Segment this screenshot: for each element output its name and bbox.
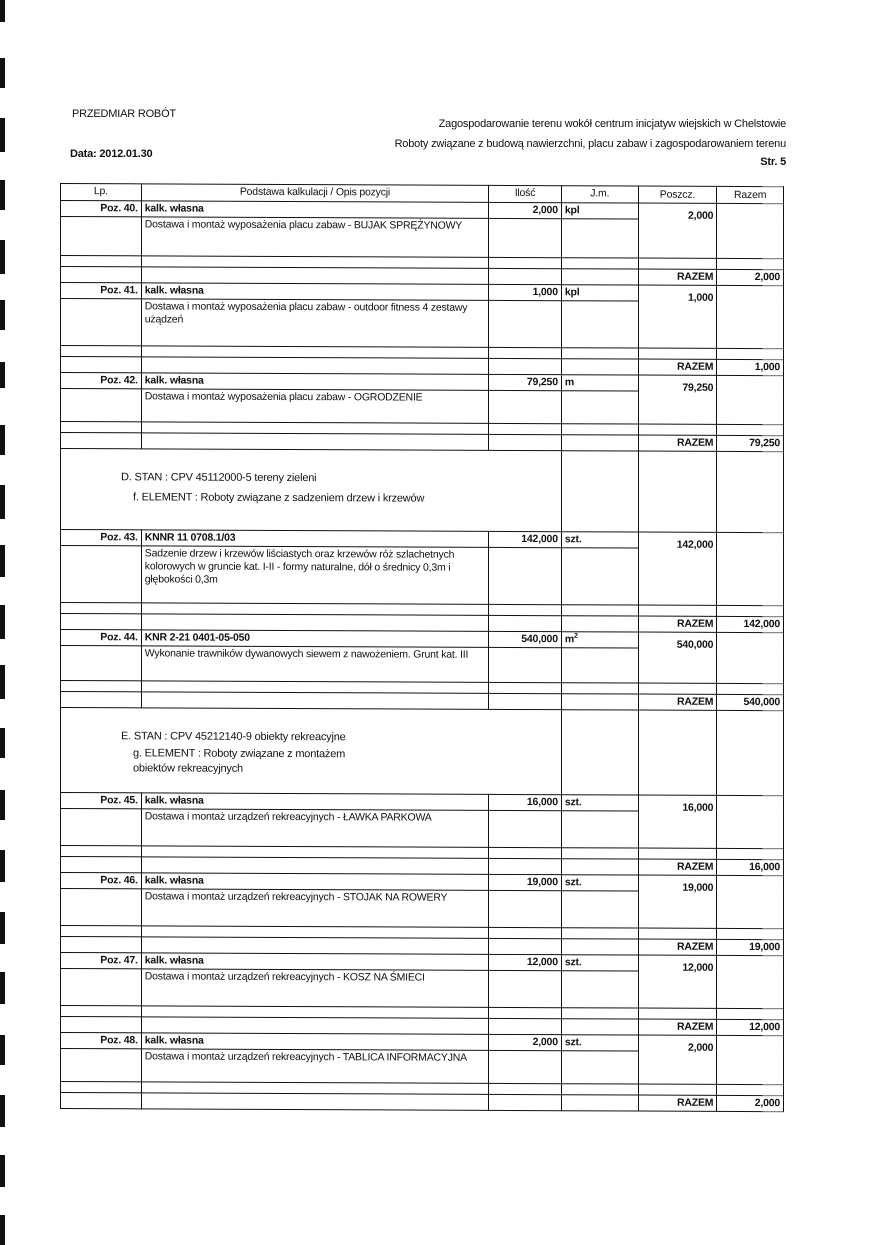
scan-mark <box>0 180 5 210</box>
empty-cell <box>489 890 562 927</box>
quantity: 79,250 <box>489 374 562 390</box>
empty-cell <box>61 217 142 256</box>
calculation-basis: KNR 2-21 0401-05-050 <box>141 630 488 648</box>
column-header-poszcz: Poszcz. <box>638 186 717 203</box>
razem-value: 12,000 <box>717 1019 784 1035</box>
page-number: Str. 5 <box>760 156 786 168</box>
empty-cell <box>561 391 638 424</box>
column-header-unit: J.m. <box>561 186 638 203</box>
calculation-basis: kalk. własna <box>141 373 488 391</box>
unit: szt. <box>561 955 638 971</box>
section-element: f. ELEMENT : Roboty związane z sadzeniem drzew i krzewów <box>133 491 425 505</box>
empty-cell <box>561 710 638 795</box>
column-header-lp: Lp. <box>61 184 142 201</box>
section-heading <box>61 449 562 532</box>
poszcz-value: 2,000 <box>638 1035 717 1084</box>
empty-cell <box>561 451 638 532</box>
empty-cell <box>61 809 142 846</box>
position-number: Poz. 44. <box>61 630 142 646</box>
quantity: 16,000 <box>489 794 562 810</box>
razem-value: 540,000 <box>717 694 784 710</box>
item-description: Sadzenie drzew i krzewów liściastych oraz krzewów róż szlachetnych kolorowych w gruncie kat. I-II - formy naturalne, dół o średnicy 0,3m i głębokości 0,3m <box>141 546 488 605</box>
section-heading <box>61 708 562 795</box>
scan-mark <box>0 665 5 699</box>
empty-cell <box>61 1049 142 1082</box>
scan-mark <box>0 485 5 519</box>
section-row <box>61 708 784 796</box>
item-description: Dostawa i montaż wyposażenia placu zabaw - BUJAK SPRĘŻYNOWY <box>141 217 488 258</box>
quantity: 2,000 <box>489 202 562 218</box>
razem-value: 1,000 <box>717 359 784 375</box>
razem-empty <box>717 532 784 605</box>
empty-cell <box>489 390 562 423</box>
razem-value: 79,250 <box>717 435 784 451</box>
empty-cell <box>561 971 638 1008</box>
empty-cell <box>489 547 562 604</box>
position-number: Poz. 42. <box>61 373 142 389</box>
scan-mark <box>0 1035 5 1065</box>
razem-label: RAZEM <box>638 1019 717 1035</box>
razem-value: 142,000 <box>717 616 784 632</box>
unit: kpl <box>561 203 638 219</box>
calculation-basis: kalk. własna <box>141 1033 488 1051</box>
razem-value: 2,000 <box>717 269 784 285</box>
scan-mark <box>0 300 5 330</box>
razem-empty <box>717 203 784 258</box>
empty-cell <box>638 710 717 795</box>
unit: szt. <box>561 532 638 548</box>
column-header-razem: Razem <box>717 186 784 203</box>
document-date: Data: 2012.01.30 <box>70 148 153 160</box>
section-row <box>61 449 784 533</box>
item-description: Dostawa i montaż urządzeń rekreacyjnych - TABLICA INFORMACYJNA <box>141 1049 488 1084</box>
poszcz-value: 1,000 <box>638 285 717 348</box>
position-number: Poz. 46. <box>61 873 142 889</box>
cost-estimate-table <box>60 183 784 1112</box>
poszcz-value: 142,000 <box>638 532 717 605</box>
scan-mark <box>0 1155 5 1187</box>
document-title: PRZEDMIAR ROBÓT <box>72 108 176 120</box>
column-header-description: Podstawa kalkulacji / Opis pozycji <box>141 184 488 203</box>
empty-cell <box>61 646 142 681</box>
section-stan: E. STAN : CPV 45212140-9 obiekty rekreacyjne <box>121 730 346 744</box>
calculation-basis: kalk. własna <box>141 283 488 301</box>
razem-empty <box>717 875 784 928</box>
scan-mark <box>0 240 5 274</box>
project-scope: Roboty związane z budową nawierzchni, placu zabaw i zagospodarowaniem terenu <box>394 138 786 150</box>
empty-cell <box>489 970 562 1007</box>
razem-label: RAZEM <box>638 359 717 375</box>
empty-cell <box>61 546 142 603</box>
empty-cell <box>717 710 784 795</box>
quantity: 2,000 <box>489 1034 562 1050</box>
razem-label: RAZEM <box>638 269 717 285</box>
empty-cell <box>561 648 638 683</box>
position-number: Poz. 43. <box>61 530 142 546</box>
scan-mark <box>0 972 5 1004</box>
razem-value: 2,000 <box>717 1095 784 1111</box>
scan-mark <box>0 1215 5 1245</box>
empty-cell <box>489 647 562 682</box>
empty-cell <box>61 889 142 926</box>
item-description: Dostawa i montaż wyposażenia placu zabaw - OGRODZENIE <box>141 389 488 424</box>
scan-mark <box>0 362 5 388</box>
item-description: Dostawa i montaż urządzeń rekreacyjnych - KOSZ NA ŚMIECI <box>141 969 488 1008</box>
quantity: 12,000 <box>489 954 562 970</box>
empty-cell <box>489 810 562 847</box>
position-number: Poz. 48. <box>61 1033 142 1049</box>
razem-empty <box>717 1035 784 1084</box>
razem-value: 16,000 <box>717 859 784 875</box>
empty-cell <box>561 219 638 258</box>
razem-value: 19,000 <box>717 939 784 955</box>
quantity: 142,000 <box>489 531 562 547</box>
razem-label: RAZEM <box>638 859 717 875</box>
unit-exponent: 2 <box>573 632 578 640</box>
calculation-basis: kalk. własna <box>141 793 488 811</box>
razem-empty <box>717 795 784 848</box>
scan-mark <box>0 58 5 88</box>
poszcz-value: 12,000 <box>638 955 717 1008</box>
razem-label: RAZEM <box>638 694 717 710</box>
empty-cell <box>61 969 142 1006</box>
calculation-basis: kalk. własna <box>141 953 488 971</box>
unit: szt. <box>561 875 638 891</box>
column-header-quantity: Ilość <box>489 185 562 202</box>
position-number: Poz. 41. <box>61 283 142 299</box>
razem-label: RAZEM <box>638 1095 717 1111</box>
item-description: Dostawa i montaż urządzeń rekreacyjnych - ŁAWKA PARKOWA <box>141 809 488 848</box>
poszcz-value: 2,000 <box>638 203 717 258</box>
position-number: Poz. 40. <box>61 201 142 217</box>
scan-mark <box>0 425 5 455</box>
section-stan: D. STAN : CPV 45112000-5 tereny zieleni <box>121 471 317 485</box>
scan-mark <box>0 605 5 639</box>
unit-text: m <box>564 633 574 646</box>
quantity: 540,000 <box>489 631 562 647</box>
razem-empty <box>717 375 784 424</box>
poszcz-value: 19,000 <box>638 875 717 928</box>
poszcz-value: 79,250 <box>638 375 717 424</box>
unit: szt. <box>561 795 638 811</box>
empty-cell <box>561 301 638 348</box>
empty-cell <box>561 811 638 848</box>
total-row <box>61 1093 784 1112</box>
razem-label: RAZEM <box>638 939 717 955</box>
empty-cell <box>61 389 142 422</box>
scan-mark <box>0 1095 5 1127</box>
empty-cell <box>61 299 142 346</box>
quantity: 19,000 <box>489 874 562 890</box>
scan-mark <box>0 912 5 944</box>
item-description: Dostawa i montaż wyposażenia placu zabaw - outdoor fitness 4 zestawy użądzeń <box>141 299 488 348</box>
scan-mark <box>0 0 5 22</box>
item-description: Wykonanie trawników dywanowych siewem z nawożeniem. Grunt kat. III <box>141 646 488 683</box>
scan-mark <box>0 118 5 152</box>
razem-empty <box>717 632 784 683</box>
scan-mark <box>0 850 5 882</box>
project-name: Zagospodarowanie terenu wokół centrum inicjatyw wiejskich w Chelstowie <box>438 118 786 130</box>
item-description: Dostawa i montaż urządzeń rekreacyjnych - STOJAK NA ROWERY <box>141 889 488 928</box>
calculation-basis: kalk. własna <box>141 201 488 219</box>
razem-empty <box>717 955 784 1008</box>
empty-cell <box>717 451 784 532</box>
empty-cell <box>638 451 717 532</box>
scan-mark <box>0 728 5 758</box>
quantity: 1,000 <box>489 284 562 300</box>
scan-mark <box>0 545 5 577</box>
section-element: g. ELEMENT : Roboty związane z montażem obiektów rekreacyjnych <box>133 747 346 775</box>
unit: m <box>561 375 638 391</box>
position-number: Poz. 45. <box>61 793 142 809</box>
position-number: Poz. 47. <box>61 953 142 969</box>
unit <box>561 632 638 648</box>
calculation-basis: KNNR 11 0708.1/03 <box>141 530 488 548</box>
empty-cell <box>489 218 562 257</box>
poszcz-value: 16,000 <box>638 795 717 848</box>
calculation-basis: kalk. własna <box>141 873 488 891</box>
empty-cell <box>489 300 562 347</box>
empty-cell <box>561 1051 638 1084</box>
razem-label: RAZEM <box>638 616 717 632</box>
empty-cell <box>561 548 638 605</box>
razem-label: RAZEM <box>638 435 717 451</box>
unit: kpl <box>561 285 638 301</box>
unit: szt. <box>561 1035 638 1051</box>
empty-cell <box>561 891 638 928</box>
razem-empty <box>717 285 784 348</box>
scan-mark <box>0 790 5 820</box>
empty-cell <box>489 1050 562 1083</box>
poszcz-value: 540,000 <box>638 632 717 683</box>
